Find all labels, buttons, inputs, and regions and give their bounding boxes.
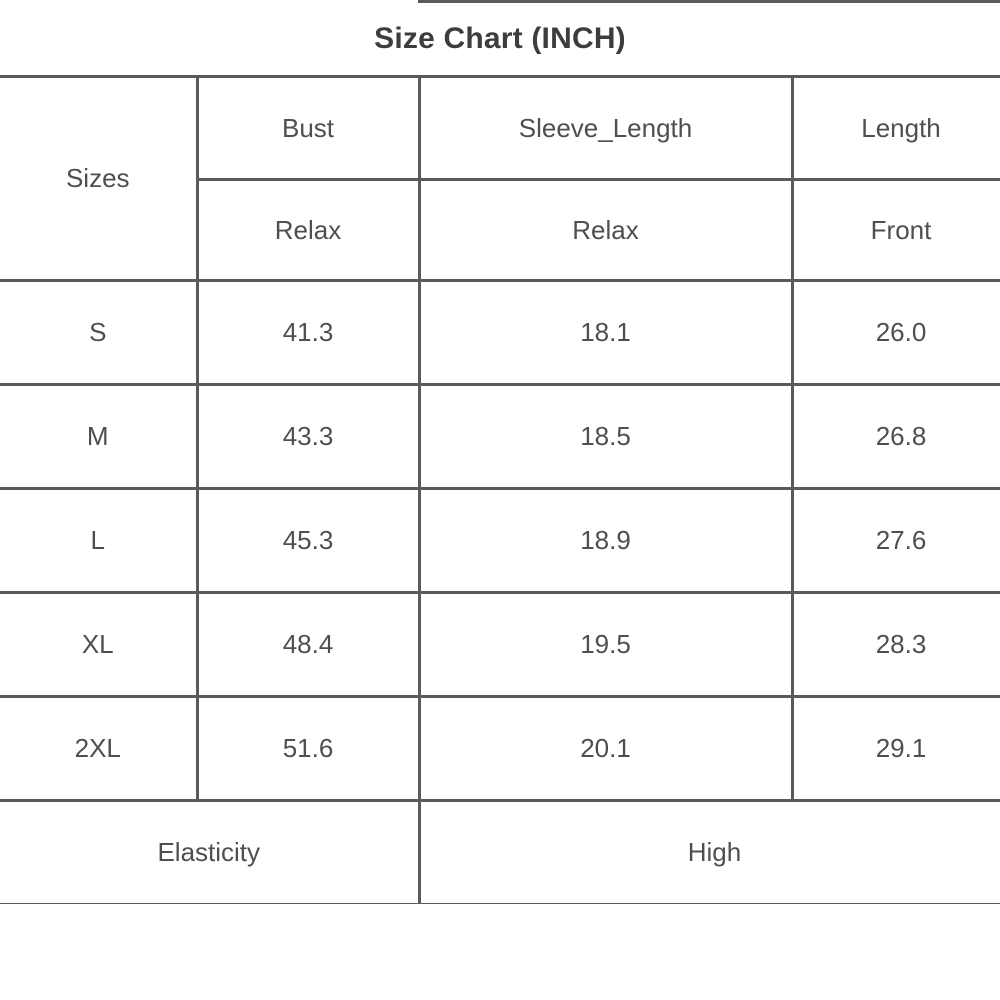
cell-bust: 41.3 <box>197 281 419 385</box>
table-row <box>0 489 1000 593</box>
elasticity-value: High <box>419 801 1000 905</box>
header-group-bust: Bust <box>197 77 419 180</box>
header-group-length: Length <box>792 77 1000 180</box>
table-footer-row <box>0 801 1000 905</box>
cell-length-front: 27.6 <box>792 489 1000 593</box>
cell-length-front: 29.1 <box>792 697 1000 801</box>
table-header-row-groups <box>0 77 1000 180</box>
cell-size: XL <box>0 593 197 697</box>
subheader-length-front: Front <box>792 180 1000 281</box>
size-chart-container <box>0 3 1000 906</box>
table-row <box>0 697 1000 801</box>
cell-sleeve-length: 18.9 <box>419 489 792 593</box>
cell-bust: 43.3 <box>197 385 419 489</box>
header-group-sleeve-length: Sleeve_Length <box>419 77 792 180</box>
cell-size: L <box>0 489 197 593</box>
elasticity-label: Elasticity <box>0 801 419 905</box>
size-chart-table <box>0 75 1000 906</box>
cell-size: M <box>0 385 197 489</box>
cell-sleeve-length: 19.5 <box>419 593 792 697</box>
header-sizes: Sizes <box>0 77 197 281</box>
cell-sleeve-length: 20.1 <box>419 697 792 801</box>
subheader-sleeve-relax: Relax <box>419 180 792 281</box>
page-bottom-margin <box>0 904 1000 1000</box>
table-row <box>0 281 1000 385</box>
subheader-bust-relax: Relax <box>197 180 419 281</box>
cell-size: 2XL <box>0 697 197 801</box>
table-row <box>0 385 1000 489</box>
page-title: Size Chart (INCH) <box>374 22 626 55</box>
cell-length-front: 28.3 <box>792 593 1000 697</box>
cell-bust: 51.6 <box>197 697 419 801</box>
cell-sleeve-length: 18.1 <box>419 281 792 385</box>
cell-bust: 48.4 <box>197 593 419 697</box>
cell-length-front: 26.0 <box>792 281 1000 385</box>
cell-length-front: 26.8 <box>792 385 1000 489</box>
cell-bust: 45.3 <box>197 489 419 593</box>
table-row <box>0 593 1000 697</box>
cell-sleeve-length: 18.5 <box>419 385 792 489</box>
cell-size: S <box>0 281 197 385</box>
